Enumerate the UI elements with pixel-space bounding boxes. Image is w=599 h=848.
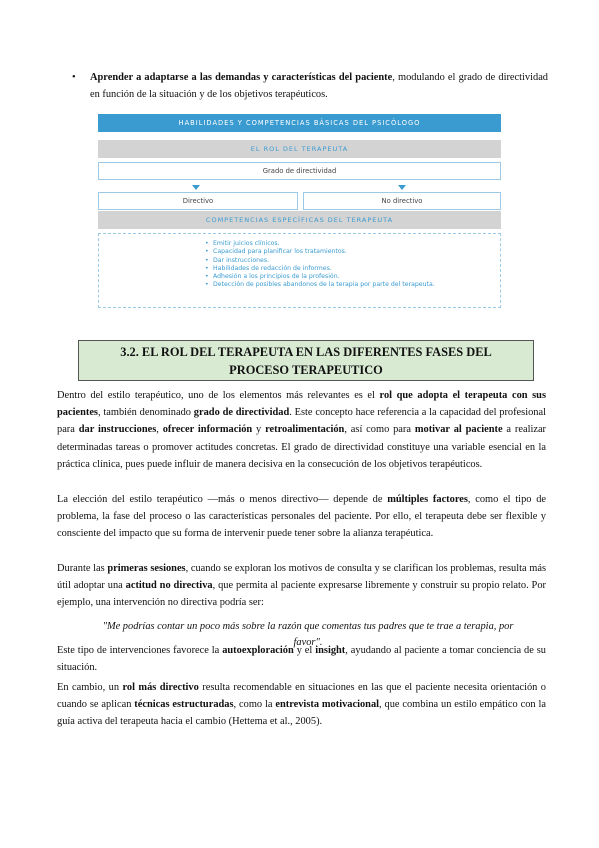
section-heading-line1: 3.2. EL ROL DEL TERAPEUTA EN LAS DIFERENTES FASES DEL [120,345,492,359]
quote-example: "Me podrías contar un poco más sobre la razón que comentas tus padres que te trae a terapia, por favor". [102,621,514,648]
list-item: • Emitir juicios clínicos. [205,240,435,248]
list-item: • Dar instrucciones. [205,257,435,265]
bullet-dot-icon: • [72,72,76,83]
list-item: • Capacidad para planificar los tratamientos. [205,248,435,256]
diagram-directive-box: Directivo [98,192,298,210]
arrow-down-icon [398,185,406,190]
bullet-rest: , modulando el grado de directividad en función de la situación y de los objetivos terapéuticos. [90,72,548,100]
paragraph-2: La elección del estilo terapéutico —más o menos directivo— depende de múltiples factores, como el tipo de problema, la fase del proceso o las características personales del paciente. Por ello, el terapeuta debe ser flexible y consciente del impacto que su forma de intervenir puede tener sobre la alianza terapéutica. [57,494,547,540]
diagram-banner-top: HABILIDADES Y COMPETENCIAS BÁSICAS DEL PSICÓLOGO [98,114,501,132]
diagram-grey-label: EL ROL DEL TERAPEUTA [98,140,501,158]
competencies-list [205,240,435,290]
paragraph-5: En cambio, un rol más directivo resulta recomendable en situaciones en las que el paciente necesita orientación o cuando se aplican técnicas estructuradas, como la entrevista motivacional, que combina un estilo empático con la guía activa del terapeuta hacia el cambio (Hettema et al., 2005). [57,682,546,728]
diagram-competencies-box [98,233,501,308]
diagram-degree-box: Grado de directividad [98,162,501,180]
list-item: • Habilidades de redacción de informes. [205,265,435,273]
list-item: • Adhesión a los principios de la profesión. [205,273,435,281]
bullet-item [72,69,548,103]
diagram-competencies-label: COMPETENCIAS ESPECÍFICAS DEL TERAPEUTA [98,211,501,229]
bullet-text [90,69,548,103]
section-heading-line2: PROCESO TERAPEUTICO [229,363,383,377]
arrow-down-icon [192,185,200,190]
diagram-nondirective-box: No directivo [303,192,501,210]
paragraph-1: Dentro del estilo terapéutico, uno de los elementos más relevantes es el rol que adopta el terapeuta con sus pacientes, también denominado grado de directividad. Este concepto hace referencia a la capacidad del profesional para dar instrucciones, ofrecer información y retroalimentación, así como para motivar al paciente a realizar determinadas tareas o promover actitudes concretas. El grado de directividad constituye una variable esencial en la práctica clínica, pues puede influir de manera decisiva en la consecución de los objetivos terapéuticos. [57,390,547,470]
paragraph-3: Durante las primeras sesiones, cuando se exploran los motivos de consulta y se clarifican los problemas, resulta más útil adoptar una actitud no directiva, que permita al paciente expresarse libremente y construir su propio relato. Por ejemplo, una intervención no directiva podría ser: [57,563,546,609]
list-item: • Detección de posibles abandonos de la terapia por parte del terapeuta. [205,281,435,289]
bullet-lead: Aprender a adaptarse a las demandas y características del paciente [90,72,393,83]
paragraph-4: Este tipo de intervenciones favorece la autoexploración y el insight, ayudando al paciente a tomar conciencia de su situación. [57,645,547,674]
section-heading [78,340,534,381]
